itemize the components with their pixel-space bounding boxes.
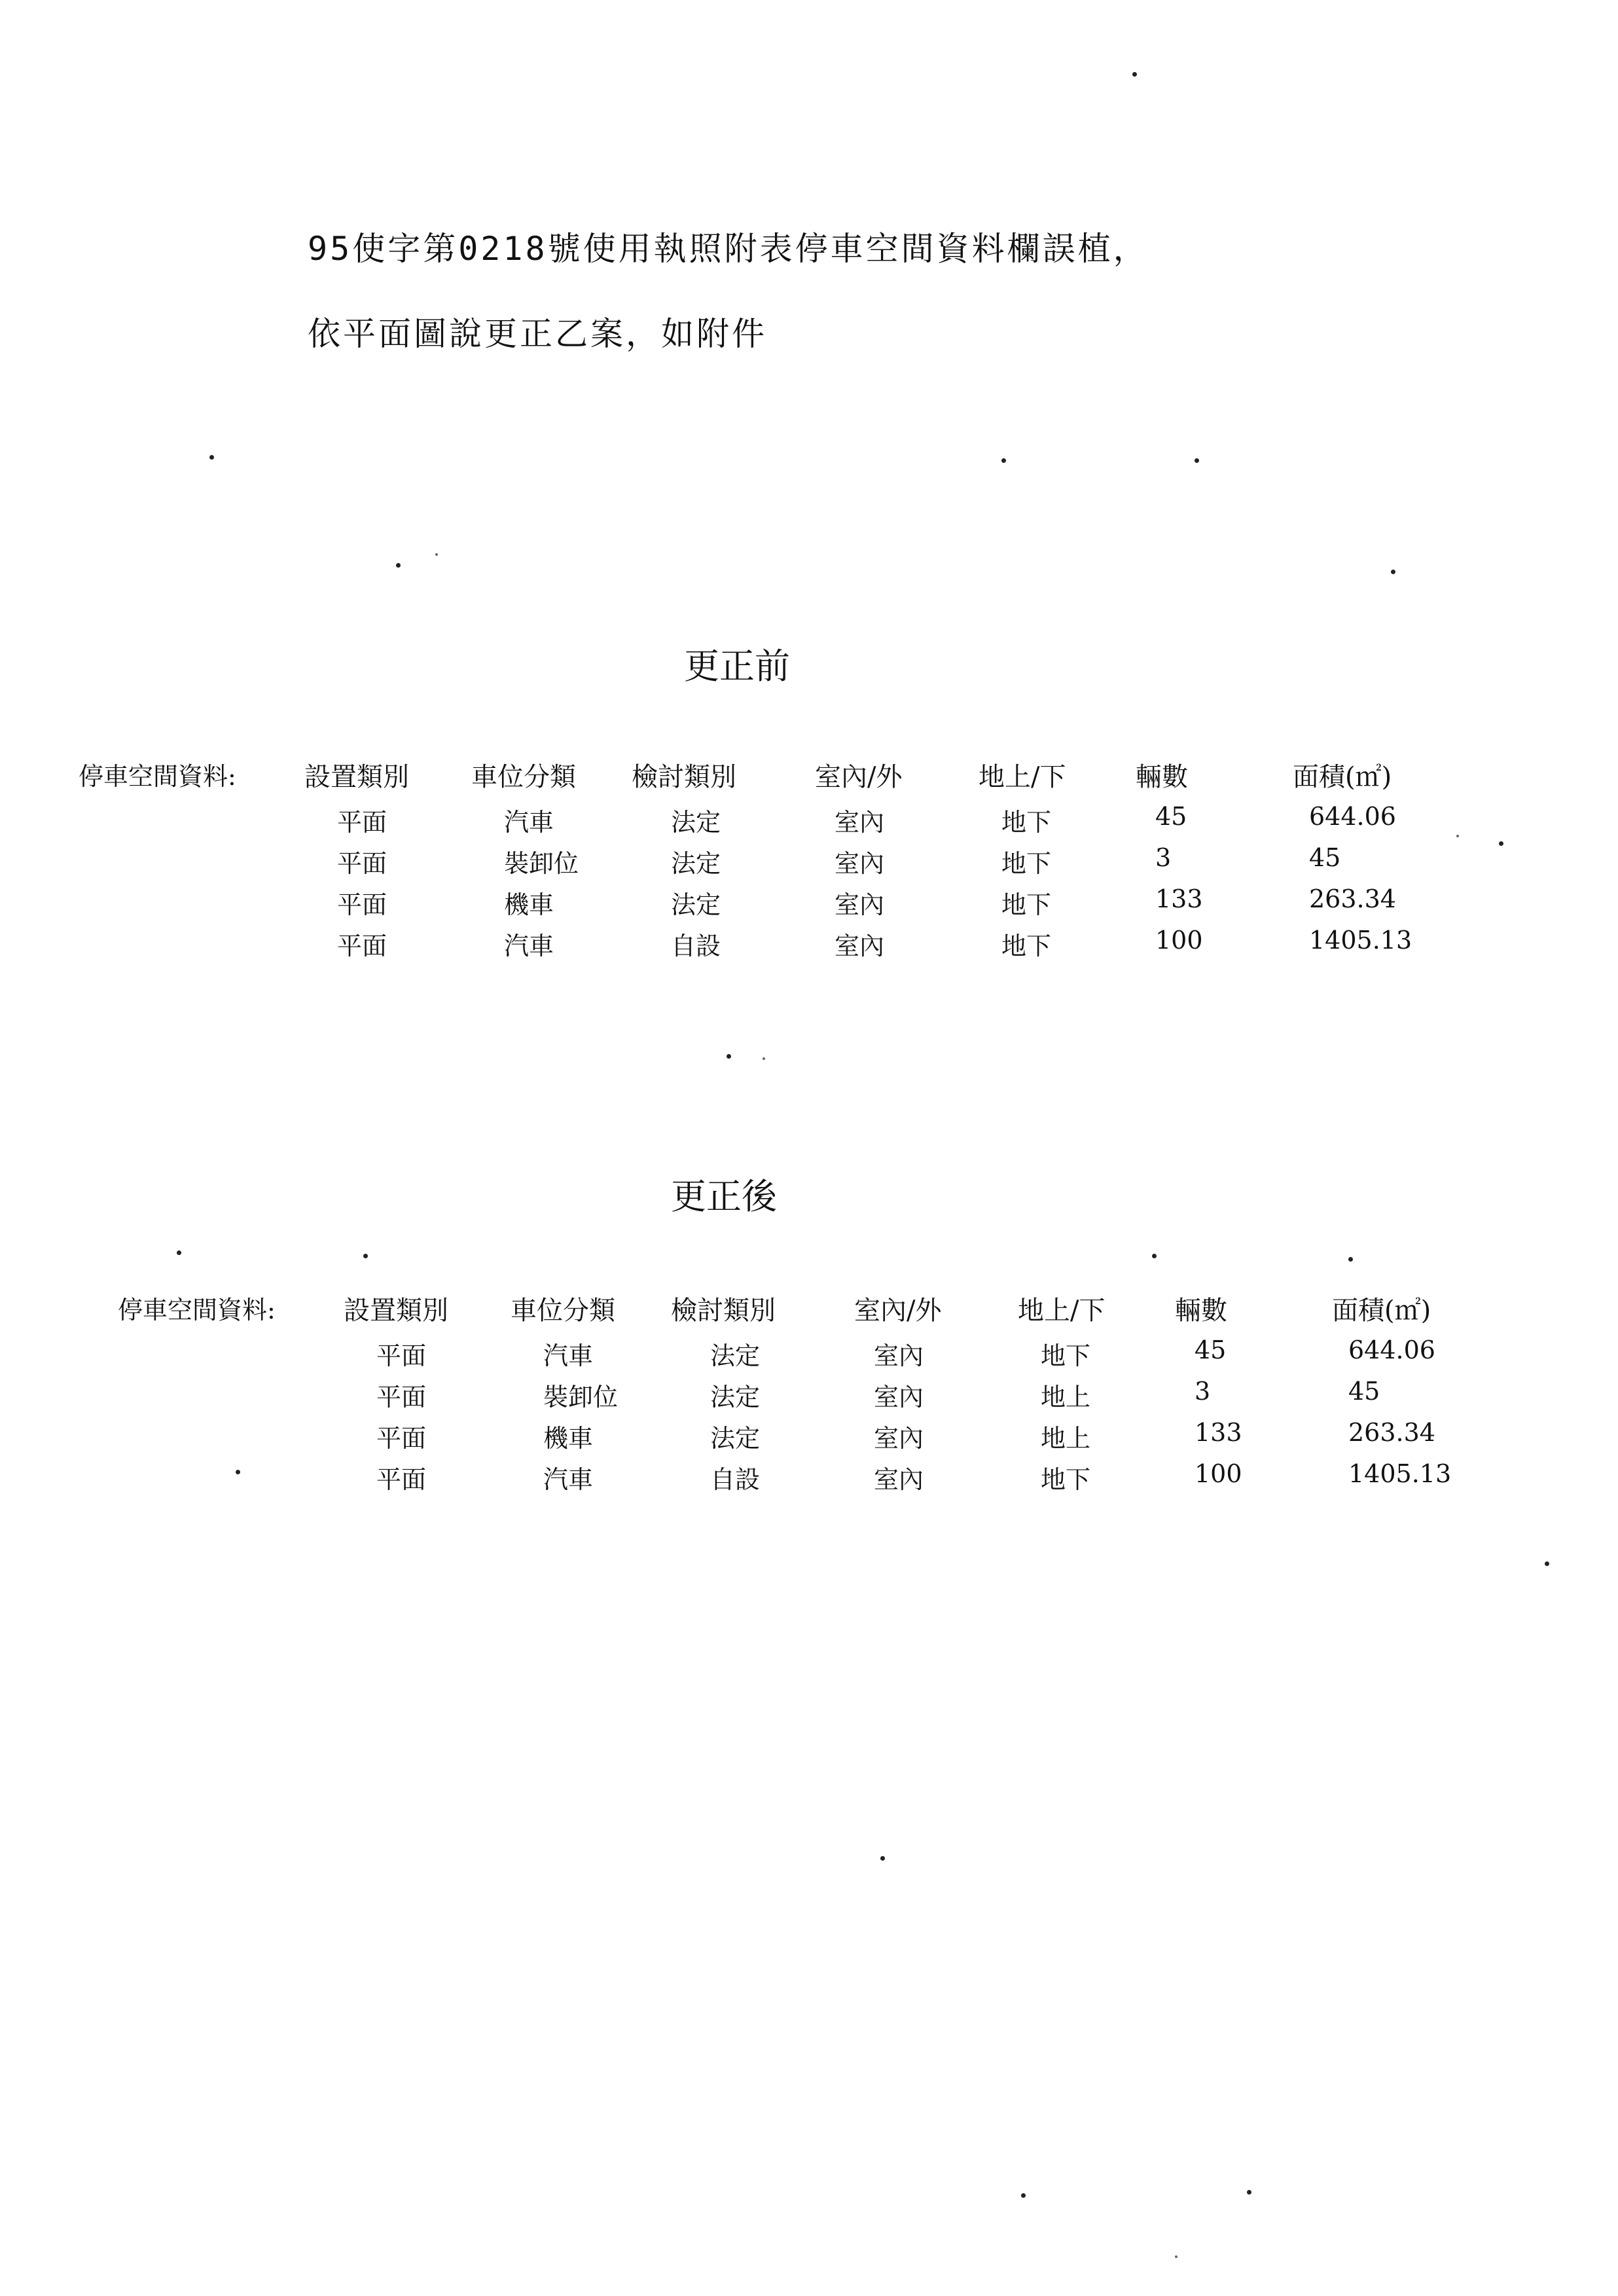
table-cell-review-type: 法定 — [671, 849, 721, 878]
table-cell-review-type: 自設 — [671, 932, 721, 960]
scan-speck — [1499, 841, 1503, 846]
scan-speck — [236, 1470, 240, 1474]
table-cell-indoor-outdoor: 室內 — [835, 890, 885, 919]
table-cell-setup-type: 平面 — [337, 849, 387, 878]
scan-speck — [727, 1054, 731, 1059]
column-header-above-below: 地上/下 — [979, 762, 1066, 792]
section-title-before: 更正前 — [684, 646, 790, 687]
column-header-count: 輛數 — [1136, 762, 1188, 792]
table-cell-indoor-outdoor: 室內 — [835, 932, 885, 960]
table-cell-count: 100 — [1155, 926, 1203, 955]
table-cell-area: 45 — [1348, 1377, 1380, 1406]
column-header-setup-type: 設置類別 — [304, 762, 409, 792]
scan-speck — [1001, 458, 1006, 463]
table-cell-setup-type: 平面 — [376, 1341, 427, 1370]
scan-speck — [1456, 835, 1459, 837]
table-cell-space-class: 裝卸位 — [543, 1383, 619, 1412]
table-cell-above-below: 地下 — [1001, 932, 1052, 960]
table-cell-review-type: 法定 — [710, 1341, 761, 1370]
table-cell-count: 3 — [1155, 843, 1172, 872]
scan-speck — [1247, 2190, 1251, 2195]
table-cell-setup-type: 平面 — [376, 1465, 427, 1494]
table-cell-above-below: 地上 — [1041, 1424, 1091, 1453]
table-cell-space-class: 機車 — [504, 890, 554, 919]
table-cell-count: 133 — [1155, 884, 1203, 913]
table-cell-area: 644.06 — [1309, 802, 1396, 831]
table-cell-setup-type: 平面 — [337, 808, 387, 837]
table-cell-review-type: 法定 — [710, 1383, 761, 1412]
table-cell-space-class: 汽車 — [543, 1341, 594, 1370]
column-header-indoor-outdoor: 室內/外 — [815, 762, 903, 792]
header-line-2: 依平面圖說更正乙案，如附件 — [308, 315, 767, 353]
table-cell-review-type: 法定 — [671, 808, 721, 837]
scan-speck — [435, 553, 438, 556]
table-cell-setup-type: 平面 — [376, 1383, 427, 1412]
parking-data-label: 停車空間資料: — [79, 762, 236, 791]
table-cell-space-class: 汽車 — [504, 932, 554, 960]
table-cell-indoor-outdoor: 室內 — [874, 1383, 924, 1412]
table-cell-review-type: 法定 — [710, 1424, 761, 1453]
column-header-above-below: 地上/下 — [1018, 1296, 1106, 1326]
table-cell-count: 3 — [1195, 1377, 1211, 1406]
column-header-space-class: 車位分類 — [511, 1296, 615, 1326]
column-header-indoor-outdoor: 室內/外 — [854, 1296, 942, 1326]
table-cell-above-below: 地下 — [1001, 849, 1052, 878]
column-header-setup-type: 設置類別 — [344, 1296, 448, 1326]
scan-speck — [1348, 1257, 1353, 1262]
table-cell-indoor-outdoor: 室內 — [874, 1341, 924, 1370]
scan-speck — [763, 1057, 765, 1060]
table-cell-space-class: 汽車 — [543, 1465, 594, 1494]
table-cell-count: 133 — [1195, 1418, 1242, 1447]
scan-speck — [1545, 1561, 1549, 1566]
scan-speck — [363, 1254, 368, 1258]
parking-data-label: 停車空間資料: — [118, 1296, 276, 1324]
table-cell-area: 1405.13 — [1348, 1459, 1452, 1488]
table-cell-count: 45 — [1195, 1336, 1227, 1364]
header-line-1: 95使字第0218號使用執照附表停車空間資料欄誤植， — [308, 230, 1149, 268]
table-cell-setup-type: 平面 — [337, 890, 387, 919]
column-header-review-type: 檢討類別 — [632, 762, 736, 792]
column-header-space-class: 車位分類 — [471, 762, 576, 792]
table-cell-area: 1405.13 — [1309, 926, 1412, 955]
scan-speck — [209, 455, 214, 460]
table-cell-indoor-outdoor: 室內 — [874, 1424, 924, 1453]
table-cell-count: 45 — [1155, 802, 1187, 831]
table-cell-space-class: 機車 — [543, 1424, 594, 1453]
table-cell-indoor-outdoor: 室內 — [874, 1465, 924, 1494]
section-title-after: 更正後 — [671, 1176, 777, 1217]
scan-speck — [1021, 2193, 1026, 2198]
table-cell-above-below: 地上 — [1041, 1383, 1091, 1412]
table-cell-above-below: 地下 — [1001, 890, 1052, 919]
table-cell-space-class: 汽車 — [504, 808, 554, 837]
table-cell-indoor-outdoor: 室內 — [835, 808, 885, 837]
scan-speck — [1195, 458, 1199, 463]
scan-speck — [396, 563, 401, 568]
table-cell-review-type: 法定 — [671, 890, 721, 919]
table-cell-count: 100 — [1195, 1459, 1242, 1488]
table-cell-area: 45 — [1309, 843, 1341, 872]
column-header-review-type: 檢討類別 — [671, 1296, 776, 1326]
table-cell-space-class: 裝卸位 — [504, 849, 579, 878]
scan-speck — [1152, 1254, 1157, 1258]
table-cell-above-below: 地下 — [1001, 808, 1052, 837]
table-cell-setup-type: 平面 — [376, 1424, 427, 1453]
table-cell-above-below: 地下 — [1041, 1465, 1091, 1494]
table-cell-area: 263.34 — [1348, 1418, 1435, 1447]
column-header-area: 面積(㎡) — [1332, 1296, 1431, 1326]
table-cell-area: 644.06 — [1348, 1336, 1435, 1364]
table-cell-indoor-outdoor: 室內 — [835, 849, 885, 878]
table-cell-review-type: 自設 — [710, 1465, 761, 1494]
scan-speck — [1391, 570, 1395, 574]
scan-speck — [880, 1856, 885, 1861]
scan-speck — [1175, 2255, 1178, 2258]
document-header — [308, 206, 1149, 376]
column-header-area: 面積(㎡) — [1293, 762, 1392, 792]
table-cell-area: 263.34 — [1309, 884, 1396, 913]
scan-speck — [177, 1250, 181, 1255]
table-cell-above-below: 地下 — [1041, 1341, 1091, 1370]
scan-speck — [1132, 72, 1137, 77]
column-header-count: 輛數 — [1175, 1296, 1227, 1326]
table-cell-setup-type: 平面 — [337, 932, 387, 960]
